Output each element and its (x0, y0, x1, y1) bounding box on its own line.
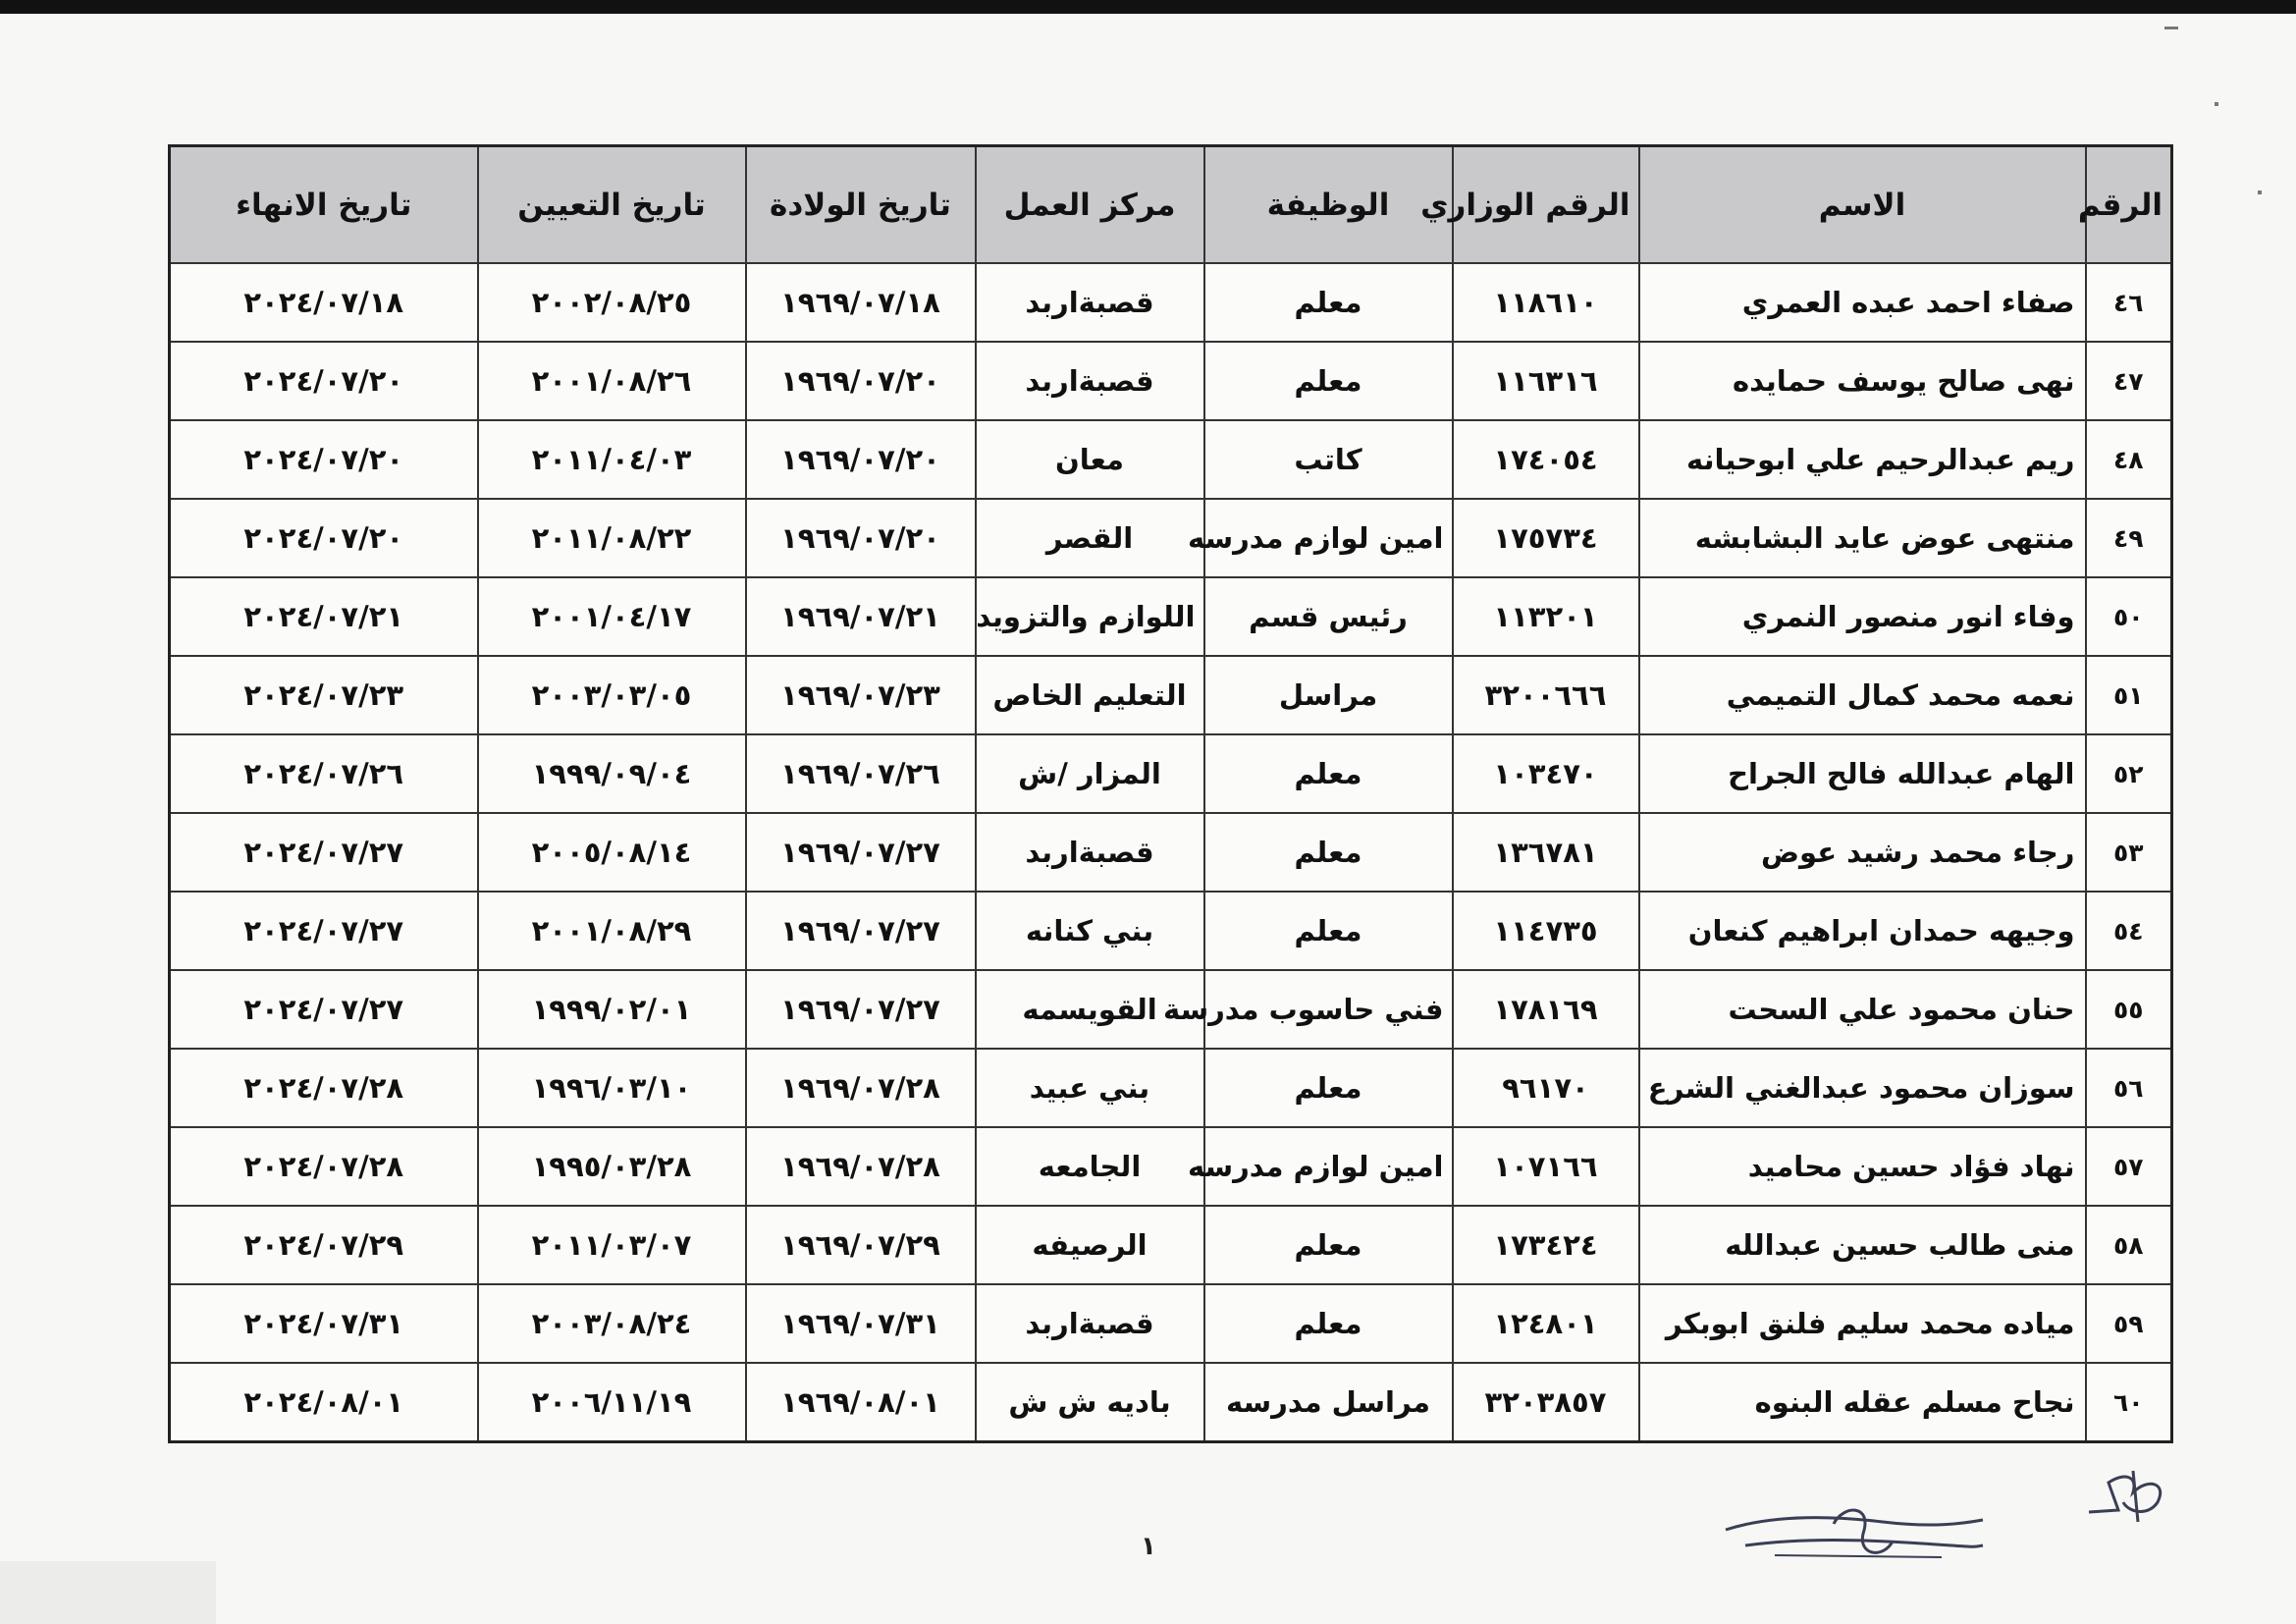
cell-end-date: ٢٠٢٤/٠٧/٢٦ (170, 734, 478, 813)
table-row (170, 499, 2172, 577)
cell-appointment-date: ٢٠١١/٠٣/٠٧ (478, 1206, 746, 1284)
header-ministry-id: الرقم الوزاري (1453, 146, 1639, 264)
retirement-roster-table (168, 144, 2173, 1443)
cell-name: سوزان محمود عبدالغني الشرع (1639, 1049, 2086, 1127)
cell-name: صفاء احمد عبده العمري (1639, 263, 2086, 342)
cell-name: ريم عبدالرحيم علي ابوحيانه (1639, 420, 2086, 499)
cell-name: رجاء محمد رشيد عوض (1639, 813, 2086, 892)
cell-number: ٥٩ (2086, 1284, 2172, 1363)
header-appointment-date: تاريخ التعيين (478, 146, 746, 264)
table-row (170, 577, 2172, 656)
cell-job: معلم (1204, 892, 1453, 970)
cell-end-date: ٢٠٢٤/٠٧/٢٧ (170, 813, 478, 892)
cell-ministry-id: ١١٣٢٠١ (1453, 577, 1639, 656)
cell-ministry-id: ١٧٣٤٢٤ (1453, 1206, 1639, 1284)
cell-number: ٥٦ (2086, 1049, 2172, 1127)
cell-job: معلم (1204, 1049, 1453, 1127)
cell-number: ٤٩ (2086, 499, 2172, 577)
cell-name: وفاء انور منصور النمري (1639, 577, 2086, 656)
table-row (170, 1206, 2172, 1284)
cell-appointment-date: ٢٠٠٣/٠٣/٠٥ (478, 656, 746, 734)
cell-number: ٥٨ (2086, 1206, 2172, 1284)
cell-job: معلم (1204, 1206, 1453, 1284)
cell-workplace: قصبةاربد (976, 263, 1204, 342)
cell-appointment-date: ٢٠٠٦/١١/١٩ (478, 1363, 746, 1442)
cell-appointment-date: ١٩٩٦/٠٣/١٠ (478, 1049, 746, 1127)
cell-job: مراسل (1204, 656, 1453, 734)
cell-workplace: باديه ش ش (976, 1363, 1204, 1442)
cell-end-date: ٢٠٢٤/٠٧/٢١ (170, 577, 478, 656)
header-number: الرقم (2086, 146, 2172, 264)
cell-name: نجاح مسلم عقله البنوه (1639, 1363, 2086, 1442)
cell-ministry-id: ١١٤٧٣٥ (1453, 892, 1639, 970)
cell-name: نهاد فؤاد حسين محاميد (1639, 1127, 2086, 1206)
table-row (170, 656, 2172, 734)
scan-speck (2164, 27, 2178, 29)
cell-number: ٥٧ (2086, 1127, 2172, 1206)
cell-number: ٥٠ (2086, 577, 2172, 656)
cell-number: ٥٣ (2086, 813, 2172, 892)
table-header-row (170, 146, 2172, 264)
cell-birth-date: ١٩٦٩/٠٧/٢٨ (746, 1127, 976, 1206)
scan-shadow (0, 1561, 216, 1624)
cell-workplace: معان (976, 420, 1204, 499)
header-name: الاسم (1639, 146, 2086, 264)
cell-number: ٥٤ (2086, 892, 2172, 970)
table-row (170, 1127, 2172, 1206)
cell-name: منى طالب حسين عبدالله (1639, 1206, 2086, 1284)
cell-job: معلم (1204, 1284, 1453, 1363)
cell-birth-date: ١٩٦٩/٠٧/٢٠ (746, 342, 976, 420)
cell-job: رئيس قسم (1204, 577, 1453, 656)
initials-icon (2079, 1463, 2177, 1532)
cell-workplace: الرصيفه (976, 1206, 1204, 1284)
cell-workplace: بني عبيد (976, 1049, 1204, 1127)
cell-end-date: ٢٠٢٤/٠٨/٠١ (170, 1363, 478, 1442)
cell-birth-date: ١٩٦٩/٠٧/٢٨ (746, 1049, 976, 1127)
cell-birth-date: ١٩٦٩/٠٨/٠١ (746, 1363, 976, 1442)
cell-end-date: ٢٠٢٤/٠٧/٢٨ (170, 1127, 478, 1206)
cell-name: نهى صالح يوسف حمايده (1639, 342, 2086, 420)
cell-appointment-date: ٢٠١١/٠٨/٢٢ (478, 499, 746, 577)
cell-job: معلم (1204, 342, 1453, 420)
cell-ministry-id: ١١٨٦١٠ (1453, 263, 1639, 342)
table-row (170, 813, 2172, 892)
cell-workplace: الجامعه (976, 1127, 1204, 1206)
cell-appointment-date: ٢٠٠١/٠٨/٢٩ (478, 892, 746, 970)
cell-appointment-date: ٢٠٠٢/٠٨/٢٥ (478, 263, 746, 342)
cell-number: ٦٠ (2086, 1363, 2172, 1442)
cell-workplace: قصبةاربد (976, 1284, 1204, 1363)
cell-ministry-id: ١٧٨١٦٩ (1453, 970, 1639, 1049)
cell-number: ٤٧ (2086, 342, 2172, 420)
cell-job: مراسل مدرسه (1204, 1363, 1453, 1442)
table-row (170, 1284, 2172, 1363)
cell-appointment-date: ٢٠٠١/٠٨/٢٦ (478, 342, 746, 420)
cell-birth-date: ١٩٦٩/٠٧/٢٧ (746, 892, 976, 970)
cell-number: ٤٦ (2086, 263, 2172, 342)
cell-workplace: المزار /ش (976, 734, 1204, 813)
cell-ministry-id: ٣٢٠٠٦٦٦ (1453, 656, 1639, 734)
cell-workplace: بني كنانه (976, 892, 1204, 970)
cell-end-date: ٢٠٢٤/٠٧/٢٠ (170, 499, 478, 577)
cell-ministry-id: ١٧٤٠٥٤ (1453, 420, 1639, 499)
cell-job: كاتب (1204, 420, 1453, 499)
cell-end-date: ٢٠٢٤/٠٧/٢٠ (170, 420, 478, 499)
table-row (170, 420, 2172, 499)
cell-number: ٤٨ (2086, 420, 2172, 499)
cell-job: امين لوازم مدرسه (1204, 1127, 1453, 1206)
cell-ministry-id: ١٣٦٧٨١ (1453, 813, 1639, 892)
cell-name: وجيهه حمدان ابراهيم كنعان (1639, 892, 2086, 970)
cell-workplace: التعليم الخاص (976, 656, 1204, 734)
cell-end-date: ٢٠٢٤/٠٧/٢٨ (170, 1049, 478, 1127)
header-birth-date: تاريخ الولادة (746, 146, 976, 264)
cell-job: معلم (1204, 734, 1453, 813)
cell-workplace: قصبةاربد (976, 342, 1204, 420)
cell-end-date: ٢٠٢٤/٠٧/٣١ (170, 1284, 478, 1363)
cell-workplace: القويسمه (976, 970, 1204, 1049)
cell-birth-date: ١٩٦٩/٠٧/٢٦ (746, 734, 976, 813)
page-number: ١ (1141, 1532, 1156, 1561)
cell-ministry-id: ١٧٥٧٣٤ (1453, 499, 1639, 577)
cell-birth-date: ١٩٦٩/٠٧/٢٠ (746, 499, 976, 577)
scan-top-edge (0, 0, 2296, 14)
cell-job: امين لوازم مدرسه (1204, 499, 1453, 577)
cell-number: ٥١ (2086, 656, 2172, 734)
cell-job: فني حاسوب مدرسة (1204, 970, 1453, 1049)
cell-number: ٥٥ (2086, 970, 2172, 1049)
header-job: الوظيفة (1204, 146, 1453, 264)
scan-speck (2258, 190, 2262, 194)
table-row (170, 1049, 2172, 1127)
cell-name: نعمه محمد كمال التميمي (1639, 656, 2086, 734)
cell-end-date: ٢٠٢٤/٠٧/٢٧ (170, 970, 478, 1049)
cell-appointment-date: ١٩٩٩/٠٩/٠٤ (478, 734, 746, 813)
cell-end-date: ٢٠٢٤/٠٧/٢٣ (170, 656, 478, 734)
cell-birth-date: ١٩٦٩/٠٧/٢٧ (746, 970, 976, 1049)
cell-birth-date: ١٩٦٩/٠٧/٢٠ (746, 420, 976, 499)
cell-end-date: ٢٠٢٤/٠٧/٢٠ (170, 342, 478, 420)
cell-appointment-date: ٢٠٠٣/٠٨/٢٤ (478, 1284, 746, 1363)
cell-end-date: ٢٠٢٤/٠٧/١٨ (170, 263, 478, 342)
cell-appointment-date: ٢٠١١/٠٤/٠٣ (478, 420, 746, 499)
cell-workplace: القصر (976, 499, 1204, 577)
header-workplace: مركز العمل (976, 146, 1204, 264)
table-row (170, 734, 2172, 813)
table-row (170, 342, 2172, 420)
cell-ministry-id: ٣٢٠٣٨٥٧ (1453, 1363, 1639, 1442)
cell-appointment-date: ٢٠٠١/٠٤/١٧ (478, 577, 746, 656)
cell-birth-date: ١٩٦٩/٠٧/٢٧ (746, 813, 976, 892)
cell-appointment-date: ١٩٩٥/٠٣/٢٨ (478, 1127, 746, 1206)
cell-job: معلم (1204, 263, 1453, 342)
table-row (170, 892, 2172, 970)
table-row (170, 1363, 2172, 1442)
document-table-container (168, 144, 2170, 1443)
cell-name: الهام عبدالله فالح الجراح (1639, 734, 2086, 813)
cell-end-date: ٢٠٢٤/٠٧/٢٧ (170, 892, 478, 970)
cell-number: ٥٢ (2086, 734, 2172, 813)
cell-birth-date: ١٩٦٩/٠٧/٢٩ (746, 1206, 976, 1284)
cell-workplace: اللوازم والتزويد (976, 577, 1204, 656)
cell-name: منتهى عوض عايد البشابشه (1639, 499, 2086, 577)
cell-workplace: قصبةاربد (976, 813, 1204, 892)
cell-end-date: ٢٠٢٤/٠٧/٢٩ (170, 1206, 478, 1284)
cell-birth-date: ١٩٦٩/٠٧/٢٣ (746, 656, 976, 734)
scan-speck (2215, 102, 2218, 106)
cell-birth-date: ١٩٦٩/٠٧/١٨ (746, 263, 976, 342)
cell-ministry-id: ٩٦١٧٠ (1453, 1049, 1639, 1127)
table-row (170, 263, 2172, 342)
cell-ministry-id: ١٢٤٨٠١ (1453, 1284, 1639, 1363)
signature-icon (1716, 1494, 1991, 1567)
header-end-date: تاريخ الانهاء (170, 146, 478, 264)
cell-name: مياده محمد سليم فلنق ابوبكر (1639, 1284, 2086, 1363)
table-row (170, 970, 2172, 1049)
cell-birth-date: ١٩٦٩/٠٧/٣١ (746, 1284, 976, 1363)
cell-job: معلم (1204, 813, 1453, 892)
cell-appointment-date: ١٩٩٩/٠٢/٠١ (478, 970, 746, 1049)
cell-ministry-id: ١١٦٣١٦ (1453, 342, 1639, 420)
cell-appointment-date: ٢٠٠٥/٠٨/١٤ (478, 813, 746, 892)
cell-ministry-id: ١٠٧١٦٦ (1453, 1127, 1639, 1206)
cell-ministry-id: ١٠٣٤٧٠ (1453, 734, 1639, 813)
cell-birth-date: ١٩٦٩/٠٧/٢١ (746, 577, 976, 656)
cell-name: حنان محمود علي السحت (1639, 970, 2086, 1049)
